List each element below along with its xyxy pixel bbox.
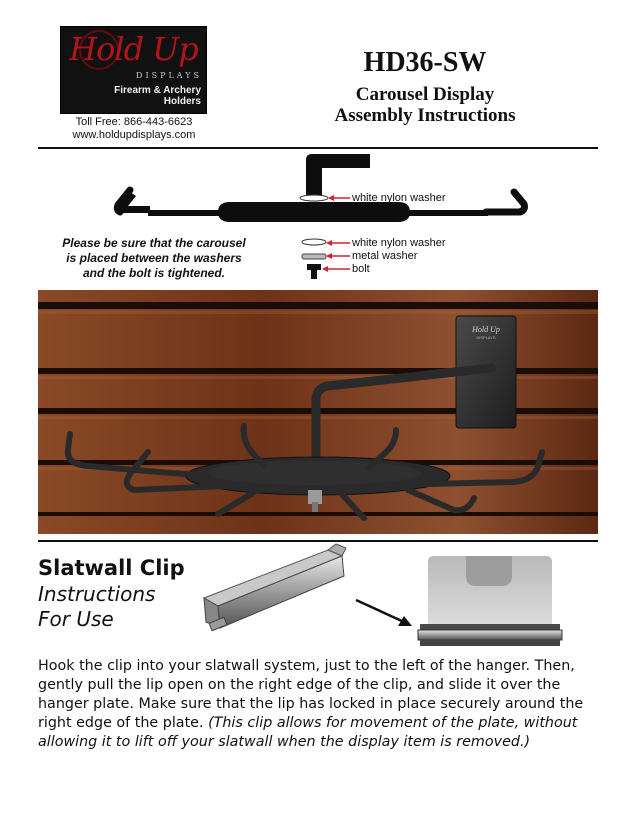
logo-tagline-line1: Firearm & Archery [114, 85, 201, 96]
product-photo [38, 290, 598, 534]
clip-subtitle-line1: Instructions [38, 582, 156, 606]
metal-washer-icon [302, 254, 326, 259]
clip-section-title: Slatwall Clip [38, 556, 185, 580]
note-line1: Please be sure that the carousel [62, 236, 246, 250]
toll-free-number: Toll Free: 866-443-6623 [75, 116, 193, 128]
assembly-note [36, 236, 272, 281]
logo-tagline [81, 85, 201, 107]
callout-metal-washer: metal washer [352, 250, 418, 262]
callout-bolt: bolt [352, 263, 370, 275]
note-line2: is placed between the washers [66, 251, 242, 265]
clip-installed-icon [418, 556, 562, 646]
top-washer-icon [300, 195, 328, 201]
logo-name: Hold Up [69, 30, 198, 68]
model-number: HD36-SW [363, 47, 487, 78]
logo-sub: DISPLAYS [136, 71, 202, 80]
clip-subtitle-line2: For Use [38, 607, 114, 631]
instructions-text [38, 657, 606, 752]
page-title-line1: Carousel Display [355, 84, 495, 105]
bolt-shaft-icon [311, 269, 317, 279]
website-link[interactable]: www.holdupdisplays.com [72, 129, 196, 141]
slatwall-clip-illustration [196, 540, 596, 652]
brand-logo [60, 26, 207, 114]
callout-lower-nylon-washer: white nylon washer [352, 237, 446, 249]
top-divider [38, 147, 598, 149]
callout-top-nylon-washer: white nylon washer [352, 192, 446, 204]
right-arrow-icon [356, 600, 412, 626]
carousel-bolt [308, 490, 322, 504]
instructions-italic-note: (This clip allows for movement of the plate, without allowing it to lift off your slatwall when the display item is removed.) [38, 715, 578, 750]
logo-tagline-line2: Holders [163, 96, 201, 107]
note-line3: and the bolt is tightened. [83, 266, 225, 280]
clip-loose-icon [204, 544, 346, 631]
instructions-body: Hook the clip into your slatwall system, just to the left of the hanger. Then, gently pull the lip open on the right edge of the clip, and slide it over the hanger plate. Make sure that the lip has locked in place securely around the right edge of the plate. [38, 658, 584, 731]
plate-logo-line2: DISPLAYS [476, 335, 496, 340]
lower-nylon-washer-icon [302, 239, 326, 245]
plate-logo-line1: Hold Up [472, 325, 500, 334]
page-title-line2: Assembly Instructions [334, 105, 516, 126]
contact-info [60, 116, 208, 142]
